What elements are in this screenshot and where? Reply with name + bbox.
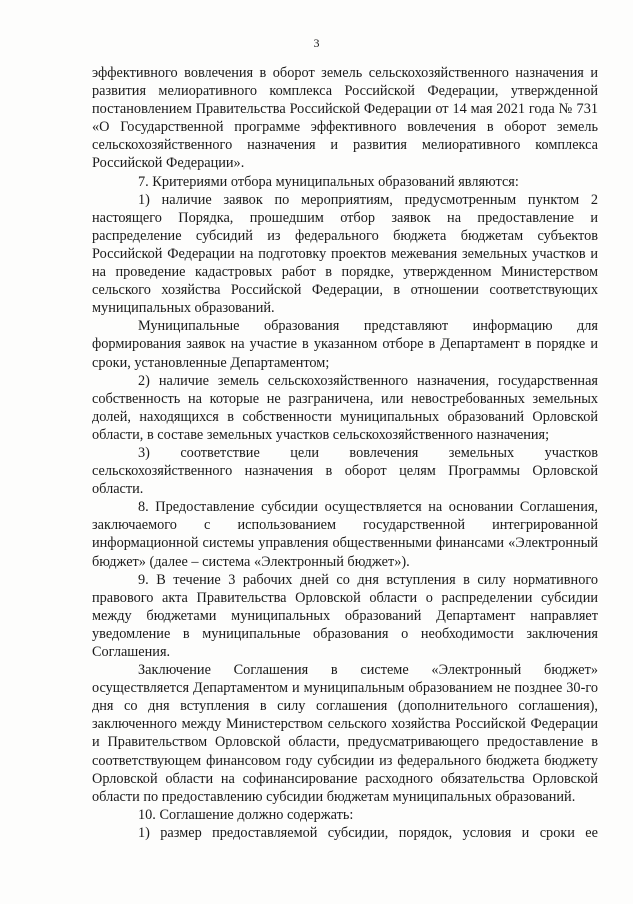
paragraph-criterion-3: 3) соответствие цели вовлечения земельных участков сельскохозяйственного назначения в оборот целям Программы Орловской области.	[92, 444, 598, 498]
document-body	[92, 64, 598, 842]
paragraph-continuation: эффективного вовлечения в оборот земель сельскохозяйственного назначения и развития мелиоративного комплекса Российской Федерации, утвержденной постановлением Правительства Российской Федерации от 14 мая 2021 года № 731 «О Государственной программе эффективного вовлечения в оборот земель сельскохозяйственного назначения и развития мелиоративного комплекса Российской Федерации».	[92, 65, 598, 172]
paragraph-item-8: 8. Предоставление субсидии осуществляется на основании Соглашения, заключаемого с использованием государственной интегрированной информационной системы управления общественными финансами «Электронный бюджет» (далее – система «Электронный бюджет»).	[92, 499, 598, 570]
paragraph-item-9: 9. В течение 3 рабочих дней со дня вступления в силу нормативного правового акта Правительства Орловской области о распределении субсидии между бюджетами муниципальных образований Департамент направляет уведомление в муниципальные образования о необходимости заключения Соглашения.	[92, 571, 598, 660]
paragraph-item-10: 10. Соглашение должно содержать:	[138, 806, 354, 823]
paragraph-agreement-conclusion: Заключение Соглашения в системе «Электронный бюджет» осуществляется Департаментом и муниципальным образованием не позднее 30-го дня со дня вступления в силу соглашения (дополнительного соглашения), заключенного между Министерством сельского хозяйства Российской Федерации и Правительством Орловской области, предусматривающего предоставление в соответствующем финансовом году субсидии из федерального бюджета бюджету Орловской области на софинансирование расходного обязательства Орловской области по предоставлению субсидии бюджетам муниципальных образований.	[92, 662, 598, 805]
page-number: 3	[313, 36, 320, 50]
paragraph-criterion-1: 1) наличие заявок по мероприятиям, предусмотренным пунктом 2 настоящего Порядка, прошедшим отбор заявок на предоставление и распределение субсидий из федерального бюджета бюджетам субъектов Российской Федерации на подготовку проектов межевания земельных участков и на проведение кадастровых работ в порядке, утвержденном Министерством сельского хозяйства Российской Федерации, в отношении соответствующих муниципальных образований.	[92, 191, 598, 317]
paragraph-municipal-info: Муниципальные образования представляют информацию для формирования заявок на участие в указанном отборе в Департамент в порядке и сроки, установленные Департаментом;	[92, 318, 598, 371]
paragraph-item-10-sub-1: 1) размер предоставляемой субсидии, порядок, условия и сроки ее	[138, 824, 598, 841]
paragraph-item-7: 7. Критериями отбора муниципальных образований являются:	[138, 173, 519, 190]
paragraph-criterion-2: 2) наличие земель сельскохозяйственного назначения, государственная собственность на которые не разграничена, или невостребованных земельных долей, находящихся в собственности муниципальных образований Орловской области, в составе земельных участков сельскохозяйственного назначения;	[92, 372, 598, 443]
